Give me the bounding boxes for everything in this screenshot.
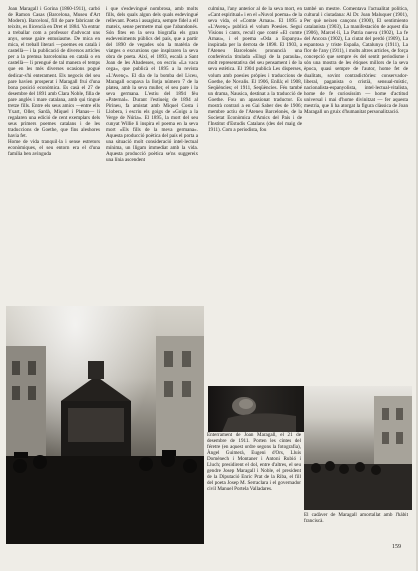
procession-street-photo bbox=[304, 386, 412, 510]
page-number: 159 bbox=[392, 544, 401, 550]
text-column-4: també un mestre. Comentava l'actualitat política, cultural i ciutadana: Al Dr. Joan Maluquer (1901), Per què neixen cançons (1900), El sentimiento catalanista (1903), La manifestación de aquest dia (1906), Marcel·lí, La Patria nueva (1902), La fe del Ancora (1902), La ciutat del perdó (1909), La espantosa y triste España, Catalunya (1911), La flor de l'any (1911), i molts altres articles, de força concepció que sempre és del sentit periodisme i són una mostra de les ètiques millors de la seva època, quasi sempre de l'autor, home fet de dualitats, sovint contradictòries: conservador-liberal, paganista o cristià, sensual-místic, nacionalista-espanyolista, intel·lectual-vitalista, home de fe curiosíssim — home d'actitud universal i mai d'home divinitzat — fer aquesta mestria, que li ha atorgat la figura clàssica de Joan Maragall un gruix d'humanitat personalització. bbox=[304, 6, 410, 115]
corpse-photo bbox=[208, 386, 304, 432]
text-column-1: Joan Maragall i Gorina (1860-1911), carbó de Ramon Casas (Barcelona, Museu d'Art Modern). Barceloní, fill de pare fabricant de teixits, es llicencià en Dret el 1884. Va entrar a treballar com a professor d'advocat uns anys, sense gaire entusiasme. De mica en mica, el treball literari —poemes en català i castellà— i la publicació de diversos articles per a la premsa barcelonina en català o en castellà— li prengué de tal manera el temps que en les més diverses ocasions pogué dedicar-s'hi enterament. Els negocis del seu pare havien prosperat i Maragall fruí d'una bona posició econòmica. Es casà el 27 de desembre del 1891 amb Clara Noble, filla de pare anglès i mare catalana, amb qui tingué tretze fills. Entre els seus amics —entre ells Yxart, Oller, Sardà, Miquel i Planas— li regalaren una edició de cent exemplars dels seus primers poemes catalans i de les traduccions de Goethe, que fins aleshores havia fet. Home de vida tranquil·la i sense estretors econòmiques, el seu entorn era el d'una família ben avinguda bbox=[8, 6, 100, 158]
funeral-photo-caption: Enterrament de Joan Maragall, el 21 de desembre de 1911. Porten les cintes del féretre (en aquest ordre segons la fotografia), Àngel Guimerà, Eugeni d'Ors, Lluís Domènech i Montaner i Antoni Rubió i Lluch; presidirent el dol, entre d'altres, el seu gendre Josep Maragall i Noble, el president de la Diputació Enric Prat de la Riba, el fill del poeta Josep M. Serraclara i el governador civil Manuel Portela Valladares. bbox=[207, 432, 303, 493]
corpse-drawing bbox=[208, 386, 304, 432]
procession-street-drawing bbox=[304, 386, 412, 510]
funeral-procession-drawing bbox=[6, 306, 204, 544]
text-column-2: i que s'esdevingué nombrosa, amb molts fills, dels quals algun dels quals esdevingué rellevant. Poeta i assagista, sempre fidel a ell mateix, sense permetre mai que l'abandonés. Són fites en la seva biografia els gran esdeveniments públics del país, que a partir del 1890 de vegades són la matèria de viatges o excursions que inspiraren la seva obra de poeta. Així, el 1893, escalà a Sant Joan de les Abadesses, on escriu «La vaca cega», que publicà el 1895 a la revista «L'Avenç». El dia de la bomba del Liceu, Maragall ocupava la llotja número 7 de la platea, amb la seva muller, el seu pare i la seva germana. L'estiu del 1894 féu «Paternal». Durant l'estiueig de 1894 al Pirineu, fa amistat amb Miquel Costa i Llobera, i escriu els goigs de «Goigs a la Verge de Núria». El 1895, la mort del seu cunyat Willie li inspira el poema en la seva mort «Els fills de la meva germana». Aquesta producció poètica del país el porta a una situació molt consideració intel·lectual mínima, un lligam immediat amb la vida. Aquesta producció poètica se'ns suggereix una línia ascendent bbox=[106, 6, 200, 164]
funeral-procession-photo bbox=[6, 306, 204, 544]
text-column-3: culmina, l'any anterior al de la seva mort, en «Cant espiritual» i en el «Nuvol poema» de la seva vida, el «Comte Arnau». El 1895 a «L'Avenç» publicà el volum Poesies. Seguí Visions i cants, recull que conté «El comte Arnau», i el poema «Oda a Espanya» inspirada per la derrota de 1898. El 1903, a l'Ateneu Barcelonès pronuncià una conferència titulada «Elogi de la paraula», molt representativa del seu pensament i de la seva estètica. El 1904 publicà Les disperses, volum amb poesies pròpies i traduccions de Goethe, de Novalis. El 1906, Enllà; el 1908, Seqüències; el 1911, Seqüències. Féu també un drama, Nausica, destinat a la traducció de Goethe. Fou un apassionat traductor. Es mostrà contrari a en Gai Saber des de 1906; membre actiu de l'Ateneu Barcelonès, de la Societat Econòmica d'Amics del País i de l'Institut d'Estudis Catalans (des del maig de 1911). Com a periodista, fou bbox=[208, 6, 304, 133]
corpse-photo-caption: El cadàver de Maragall amortallat amb l'hàbit franciscà. bbox=[304, 512, 410, 525]
